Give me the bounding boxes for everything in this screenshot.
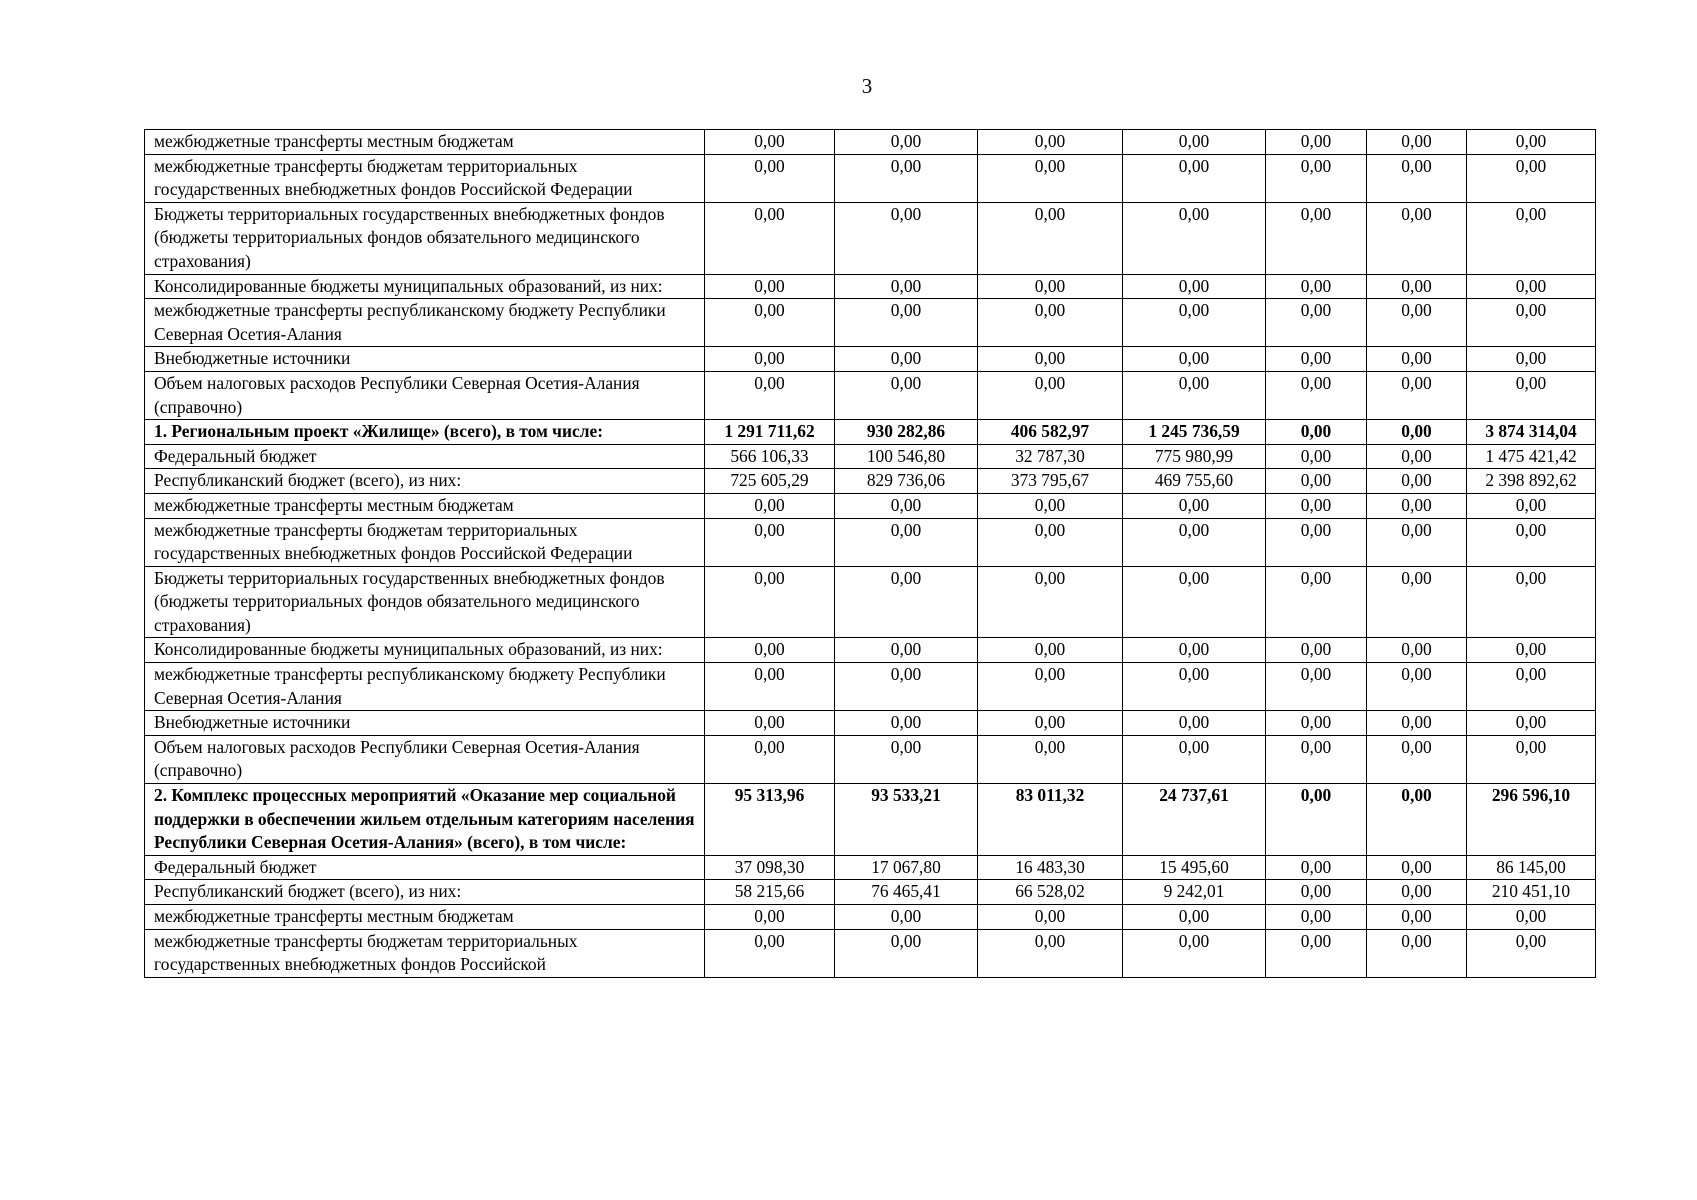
value-cell: 16 483,30 <box>978 855 1123 880</box>
value-cell: 210 451,10 <box>1467 880 1596 905</box>
value-cell: 0,00 <box>705 735 835 783</box>
value-cell: 0,00 <box>835 518 978 566</box>
value-cell: 0,00 <box>705 130 835 155</box>
value-cell: 0,00 <box>1467 663 1596 711</box>
value-cell: 0,00 <box>978 566 1123 638</box>
value-cell: 0,00 <box>705 638 835 663</box>
value-cell: 0,00 <box>1266 784 1367 856</box>
table-row <box>145 444 1596 469</box>
row-label: межбюджетные трансферты бюджетам территориальных государственных внебюджетных фондов Российской Федерации <box>145 154 705 202</box>
value-cell: 0,00 <box>1266 855 1367 880</box>
row-label: межбюджетные трансферты бюджетам территориальных государственных внебюджетных фондов Российской Федерации <box>145 518 705 566</box>
value-cell: 0,00 <box>1123 711 1266 736</box>
value-cell: 100 546,80 <box>835 444 978 469</box>
row-label: Внебюджетные источники <box>145 711 705 736</box>
value-cell: 0,00 <box>1367 469 1467 494</box>
table-row <box>145 880 1596 905</box>
value-cell: 0,00 <box>1467 518 1596 566</box>
value-cell: 0,00 <box>705 566 835 638</box>
value-cell: 0,00 <box>1266 711 1367 736</box>
value-cell: 930 282,86 <box>835 420 978 445</box>
value-cell: 0,00 <box>1367 905 1467 930</box>
value-cell: 0,00 <box>705 493 835 518</box>
row-label: Федеральный бюджет <box>145 444 705 469</box>
value-cell: 0,00 <box>978 371 1123 419</box>
value-cell: 0,00 <box>1123 371 1266 419</box>
value-cell: 0,00 <box>978 130 1123 155</box>
value-cell: 0,00 <box>1123 518 1266 566</box>
value-cell: 17 067,80 <box>835 855 978 880</box>
value-cell: 0,00 <box>1367 347 1467 372</box>
value-cell: 0,00 <box>1467 154 1596 202</box>
value-cell: 0,00 <box>835 493 978 518</box>
value-cell: 0,00 <box>1266 154 1367 202</box>
row-label: Внебюджетные источники <box>145 347 705 372</box>
value-cell: 1 291 711,62 <box>705 420 835 445</box>
value-cell: 58 215,66 <box>705 880 835 905</box>
value-cell: 0,00 <box>1467 371 1596 419</box>
row-label: Консолидированные бюджеты муниципальных образований, из них: <box>145 638 705 663</box>
row-label: межбюджетные трансферты местным бюджетам <box>145 905 705 930</box>
value-cell: 0,00 <box>1367 638 1467 663</box>
table-row <box>145 299 1596 347</box>
row-label: Республиканский бюджет (всего), из них: <box>145 880 705 905</box>
value-cell: 83 011,32 <box>978 784 1123 856</box>
value-cell: 0,00 <box>1123 154 1266 202</box>
row-label: Бюджеты территориальных государственных внебюджетных фондов (бюджеты территориальных фондов обязательного медицинского страхования) <box>145 566 705 638</box>
table-row <box>145 154 1596 202</box>
value-cell: 0,00 <box>1123 202 1266 274</box>
value-cell: 0,00 <box>1266 420 1367 445</box>
value-cell: 0,00 <box>1367 202 1467 274</box>
value-cell: 0,00 <box>835 663 978 711</box>
table-row <box>145 929 1596 977</box>
row-label: межбюджетные трансферты бюджетам территориальных государственных внебюджетных фондов Российской <box>145 929 705 977</box>
row-label: Федеральный бюджет <box>145 855 705 880</box>
table-body <box>145 130 1596 978</box>
value-cell: 0,00 <box>705 371 835 419</box>
value-cell: 0,00 <box>1467 493 1596 518</box>
table-row <box>145 784 1596 856</box>
value-cell: 0,00 <box>1467 130 1596 155</box>
value-cell: 95 313,96 <box>705 784 835 856</box>
value-cell: 0,00 <box>835 274 978 299</box>
value-cell: 0,00 <box>1467 274 1596 299</box>
row-label: 2. Комплекс процессных мероприятий «Оказание мер социальной поддержки в обеспечении жильем отдельным категориям населения Республики Северная Осетия-Алания» (всего), в том числе: <box>145 784 705 856</box>
value-cell: 0,00 <box>978 274 1123 299</box>
value-cell: 0,00 <box>978 299 1123 347</box>
value-cell: 3 874 314,04 <box>1467 420 1596 445</box>
row-label: межбюджетные трансферты республиканскому бюджету Республики Северная Осетия-Алания <box>145 299 705 347</box>
value-cell: 0,00 <box>835 566 978 638</box>
row-label: межбюджетные трансферты республиканскому бюджету Республики Северная Осетия-Алания <box>145 663 705 711</box>
table-row <box>145 566 1596 638</box>
value-cell: 0,00 <box>705 202 835 274</box>
value-cell: 37 098,30 <box>705 855 835 880</box>
value-cell: 0,00 <box>835 905 978 930</box>
value-cell: 0,00 <box>1266 566 1367 638</box>
row-label: Объем налоговых расходов Республики Северная Осетия-Алания (справочно) <box>145 735 705 783</box>
value-cell: 566 106,33 <box>705 444 835 469</box>
value-cell: 0,00 <box>835 711 978 736</box>
page-number: 3 <box>861 74 873 98</box>
value-cell: 0,00 <box>1367 711 1467 736</box>
value-cell: 0,00 <box>1266 299 1367 347</box>
value-cell: 0,00 <box>978 711 1123 736</box>
value-cell: 0,00 <box>1123 274 1266 299</box>
value-cell: 0,00 <box>705 711 835 736</box>
value-cell: 0,00 <box>1367 663 1467 711</box>
value-cell: 66 528,02 <box>978 880 1123 905</box>
table-row <box>145 130 1596 155</box>
value-cell: 32 787,30 <box>978 444 1123 469</box>
value-cell: 15 495,60 <box>1123 855 1266 880</box>
value-cell: 0,00 <box>1367 130 1467 155</box>
row-label: межбюджетные трансферты местным бюджетам <box>145 493 705 518</box>
value-cell: 0,00 <box>705 929 835 977</box>
value-cell: 0,00 <box>1367 420 1467 445</box>
table-row <box>145 347 1596 372</box>
value-cell: 0,00 <box>1467 929 1596 977</box>
row-label: Объем налоговых расходов Республики Северная Осетия-Алания (справочно) <box>145 371 705 419</box>
value-cell: 725 605,29 <box>705 469 835 494</box>
value-cell: 0,00 <box>978 638 1123 663</box>
value-cell: 0,00 <box>978 518 1123 566</box>
value-cell: 0,00 <box>1123 638 1266 663</box>
value-cell: 0,00 <box>1467 347 1596 372</box>
budget-table <box>144 129 1596 978</box>
value-cell: 0,00 <box>1266 735 1367 783</box>
table-row <box>145 202 1596 274</box>
table-row <box>145 711 1596 736</box>
table-row <box>145 469 1596 494</box>
row-label: 1. Региональным проект «Жилище» (всего), в том числе: <box>145 420 705 445</box>
value-cell: 373 795,67 <box>978 469 1123 494</box>
value-cell: 0,00 <box>835 929 978 977</box>
table-row <box>145 274 1596 299</box>
table-row <box>145 518 1596 566</box>
value-cell: 0,00 <box>1367 493 1467 518</box>
value-cell: 469 755,60 <box>1123 469 1266 494</box>
value-cell: 0,00 <box>1367 855 1467 880</box>
value-cell: 0,00 <box>1266 347 1367 372</box>
value-cell: 0,00 <box>1367 371 1467 419</box>
value-cell: 0,00 <box>978 905 1123 930</box>
value-cell: 0,00 <box>1367 784 1467 856</box>
value-cell: 0,00 <box>705 274 835 299</box>
value-cell: 0,00 <box>1266 274 1367 299</box>
value-cell: 0,00 <box>1367 880 1467 905</box>
row-label: Бюджеты территориальных государственных внебюджетных фондов (бюджеты территориальных фондов обязательного медицинского страхования) <box>145 202 705 274</box>
row-label: Республиканский бюджет (всего), из них: <box>145 469 705 494</box>
value-cell: 0,00 <box>1266 469 1367 494</box>
table-row <box>145 855 1596 880</box>
value-cell: 0,00 <box>1367 299 1467 347</box>
value-cell: 0,00 <box>835 735 978 783</box>
value-cell: 0,00 <box>1367 274 1467 299</box>
value-cell: 829 736,06 <box>835 469 978 494</box>
value-cell: 0,00 <box>1266 905 1367 930</box>
value-cell: 0,00 <box>1123 130 1266 155</box>
value-cell: 0,00 <box>1266 202 1367 274</box>
value-cell: 0,00 <box>835 638 978 663</box>
value-cell: 0,00 <box>835 202 978 274</box>
value-cell: 0,00 <box>978 154 1123 202</box>
value-cell: 1 245 736,59 <box>1123 420 1266 445</box>
value-cell: 0,00 <box>1123 299 1266 347</box>
value-cell: 0,00 <box>1467 711 1596 736</box>
value-cell: 0,00 <box>1123 566 1266 638</box>
value-cell: 0,00 <box>978 663 1123 711</box>
value-cell: 86 145,00 <box>1467 855 1596 880</box>
value-cell: 0,00 <box>1266 880 1367 905</box>
value-cell: 0,00 <box>835 154 978 202</box>
value-cell: 0,00 <box>1123 905 1266 930</box>
table-row <box>145 905 1596 930</box>
table-row <box>145 371 1596 419</box>
value-cell: 0,00 <box>1367 518 1467 566</box>
value-cell: 0,00 <box>978 929 1123 977</box>
table-row <box>145 663 1596 711</box>
value-cell: 0,00 <box>1467 299 1596 347</box>
value-cell: 1 475 421,42 <box>1467 444 1596 469</box>
table-row <box>145 493 1596 518</box>
value-cell: 0,00 <box>705 905 835 930</box>
value-cell: 9 242,01 <box>1123 880 1266 905</box>
value-cell: 0,00 <box>835 371 978 419</box>
value-cell: 0,00 <box>835 347 978 372</box>
value-cell: 0,00 <box>1266 444 1367 469</box>
row-label: Консолидированные бюджеты муниципальных образований, из них: <box>145 274 705 299</box>
value-cell: 0,00 <box>1367 444 1467 469</box>
value-cell: 0,00 <box>978 735 1123 783</box>
value-cell: 0,00 <box>1123 735 1266 783</box>
table-row <box>145 735 1596 783</box>
value-cell: 0,00 <box>1123 347 1266 372</box>
table-row <box>145 638 1596 663</box>
value-cell: 0,00 <box>1467 566 1596 638</box>
value-cell: 0,00 <box>1367 154 1467 202</box>
value-cell: 0,00 <box>1266 130 1367 155</box>
value-cell: 0,00 <box>1123 663 1266 711</box>
value-cell: 0,00 <box>1266 638 1367 663</box>
value-cell: 406 582,97 <box>978 420 1123 445</box>
value-cell: 0,00 <box>1367 929 1467 977</box>
value-cell: 0,00 <box>705 518 835 566</box>
value-cell: 0,00 <box>705 154 835 202</box>
value-cell: 0,00 <box>1467 735 1596 783</box>
value-cell: 0,00 <box>1266 929 1367 977</box>
value-cell: 76 465,41 <box>835 880 978 905</box>
value-cell: 0,00 <box>705 347 835 372</box>
value-cell: 775 980,99 <box>1123 444 1266 469</box>
value-cell: 0,00 <box>978 493 1123 518</box>
value-cell: 0,00 <box>1266 518 1367 566</box>
value-cell: 0,00 <box>835 130 978 155</box>
value-cell: 0,00 <box>1467 638 1596 663</box>
value-cell: 0,00 <box>1467 202 1596 274</box>
value-cell: 0,00 <box>978 347 1123 372</box>
value-cell: 24 737,61 <box>1123 784 1266 856</box>
row-label: межбюджетные трансферты местным бюджетам <box>145 130 705 155</box>
value-cell: 0,00 <box>978 202 1123 274</box>
value-cell: 93 533,21 <box>835 784 978 856</box>
value-cell: 0,00 <box>1123 493 1266 518</box>
table-row <box>145 420 1596 445</box>
value-cell: 0,00 <box>1266 493 1367 518</box>
value-cell: 0,00 <box>1266 371 1367 419</box>
value-cell: 2 398 892,62 <box>1467 469 1596 494</box>
value-cell: 0,00 <box>1123 929 1266 977</box>
value-cell: 0,00 <box>1266 663 1367 711</box>
value-cell: 0,00 <box>705 663 835 711</box>
value-cell: 0,00 <box>1367 735 1467 783</box>
value-cell: 0,00 <box>835 299 978 347</box>
value-cell: 0,00 <box>705 299 835 347</box>
value-cell: 0,00 <box>1367 566 1467 638</box>
value-cell: 0,00 <box>1467 905 1596 930</box>
value-cell: 296 596,10 <box>1467 784 1596 856</box>
